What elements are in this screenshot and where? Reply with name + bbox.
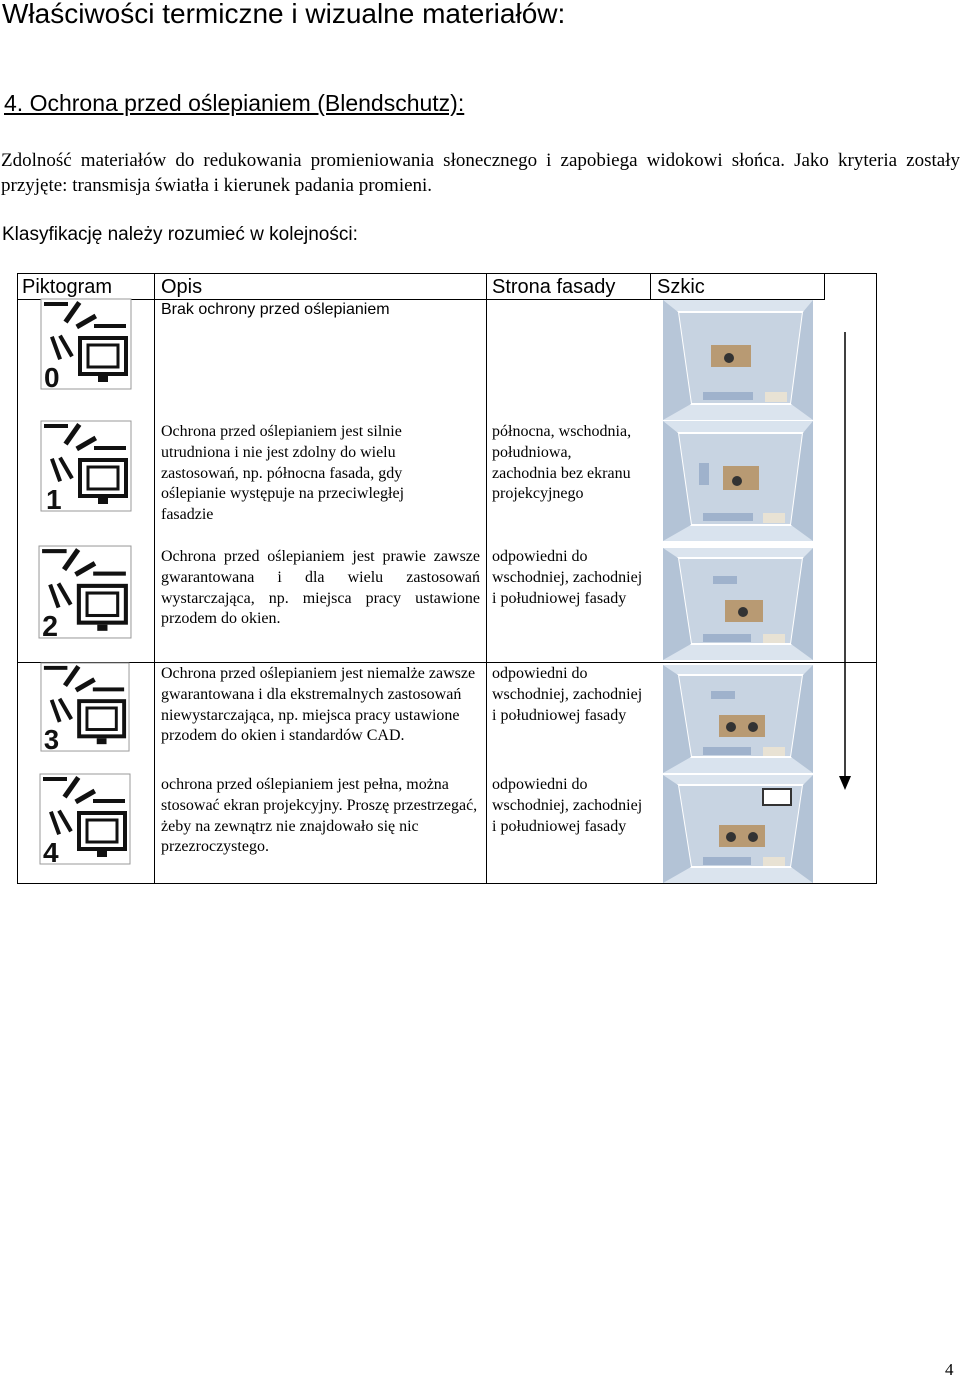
header-description: Opis xyxy=(161,276,203,298)
description-level-4: ochrona przed oślepianiem jest pełna, można stosować ekran projekcyjny. Proszę przestrzegać, żeby na zewnątrz nie znajdowało się nic przezroczystego. xyxy=(161,776,478,856)
table-divider xyxy=(486,273,487,884)
svg-text:4: 4 xyxy=(43,837,59,865)
svg-text:0: 0 xyxy=(44,362,60,390)
header-sketch: Szkic xyxy=(657,276,705,298)
svg-text:2: 2 xyxy=(42,610,58,639)
classification-intro: Klasyfikację należy rozumieć w kolejności: xyxy=(2,224,358,245)
facade-level-1: północna, wschodnia, południowa, zachodnia bez ekranu projekcyjnego xyxy=(492,423,632,503)
description-level-0: Brak ochrony przed oślepianiem xyxy=(161,301,390,318)
room-sketch-level-0 xyxy=(663,300,813,420)
room-sketch-level-1 xyxy=(663,421,813,541)
room-sketch-level-3 xyxy=(663,665,813,773)
room-sketch-level-2 xyxy=(663,548,813,660)
intro-paragraph: Zdolność materiałów do redukowania promieniowania słonecznego i zapobiega widokowi słońca. Jako kryteria zostały przyjęte: transmisja światła i kierunek padania promieni. xyxy=(1,150,960,196)
description-level-3: Ochrona przed oślepianiem jest niemalże zawsze gwarantowana i dla ekstremalnych zastosowań niewystarczająca, np. miejsca pracy ustawione przodem do okien i standardów CAD. xyxy=(161,665,476,745)
room-sketch-level-4 xyxy=(663,775,813,883)
document-title: Właściwości termiczne i wizualne materiałów: xyxy=(2,0,566,29)
arrow-down-icon xyxy=(836,332,854,792)
table-divider xyxy=(824,273,825,300)
glare-level-4-icon xyxy=(38,773,132,865)
header-pictogram: Piktogram xyxy=(22,276,113,298)
table-divider xyxy=(650,273,651,300)
table-divider xyxy=(154,273,155,884)
svg-text:3: 3 xyxy=(43,724,60,752)
description-level-2: Ochrona przed oślepianiem jest prawie zawsze gwarantowana i dla wielu zastosowań wystarczająca, np. miejsca pracy ustawione przodem do okien. xyxy=(161,548,480,628)
page-number: 4 xyxy=(945,1360,954,1379)
glare-level-1-icon xyxy=(40,420,132,512)
facade-level-4: odpowiedni do wschodniej, zachodniej i południowej fasady xyxy=(492,776,643,835)
table-divider xyxy=(17,662,877,663)
description-level-1: Ochrona przed oślepianiem jest silnie utrudniona i nie jest zdolny do wielu zastosowań, np. północna fasada, gdy oślepianie występuje na przeciwległej fasadzie xyxy=(161,423,405,524)
glare-level-3-icon xyxy=(38,662,132,752)
glare-level-0-icon xyxy=(40,298,132,390)
facade-level-2: odpowiedni do wschodniej, zachodniej i południowej fasady xyxy=(492,548,643,607)
facade-level-3: odpowiedni do wschodniej, zachodniej i południowej fasady xyxy=(492,665,643,724)
svg-text:1: 1 xyxy=(46,484,62,512)
glare-level-2-icon xyxy=(38,545,132,639)
header-facade: Strona fasady xyxy=(492,276,616,298)
section-heading: 4. Ochrona przed oślepianiem (Blendschutz): xyxy=(4,90,465,116)
